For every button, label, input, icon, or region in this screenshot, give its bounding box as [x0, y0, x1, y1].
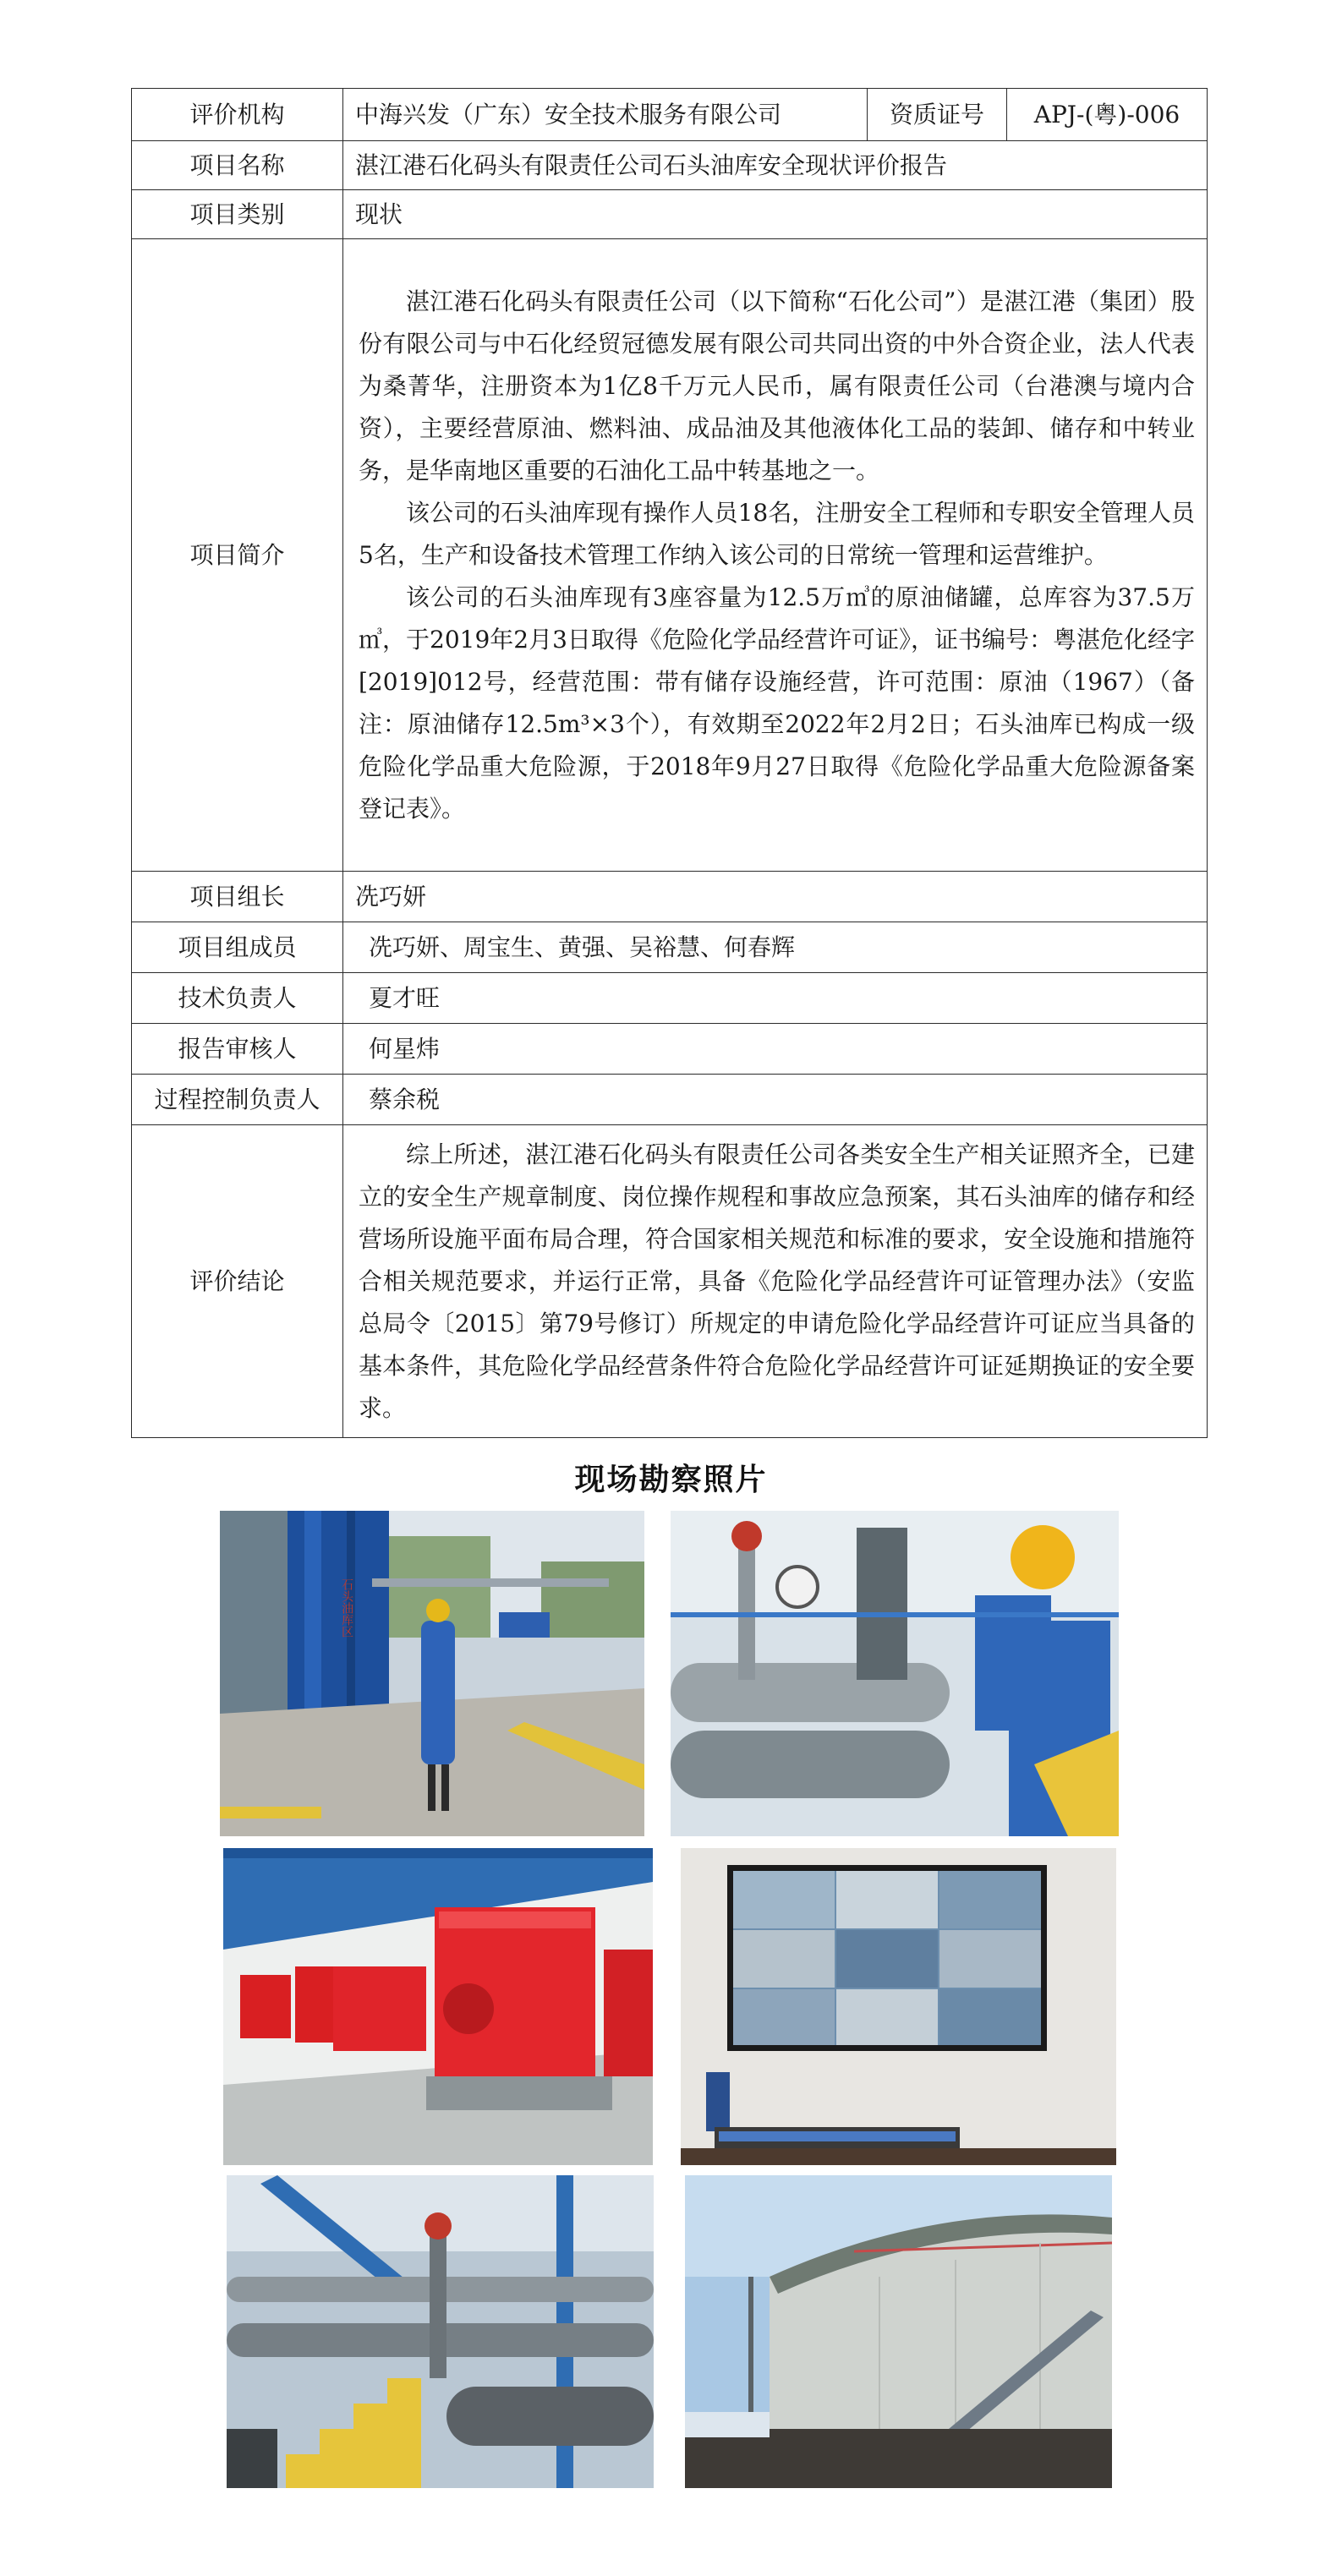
- photo-pipelines: [227, 2175, 654, 2488]
- photo-pump-room: [223, 1848, 653, 2165]
- cert-value: APJ-(粤)-006: [1007, 89, 1208, 141]
- conclusion-text: 综上所述，湛江港石化码头有限责任公司各类安全生产相关证照齐全，已建立的安全生产规章制度、岗位操作规程和事故应急预案，其石头油库的储存和经营场所设施平面布局合理，符合国家相关规范和标准的要求，安全设施和措施符合相关规范要求，并运行正常，具备《危险化学品经营许可证管理办法》（安监总局令〔2015〕第79号修订）所规定的申请危险化学品经营许可证应当具备的基本条件，其危险化学品经营条件符合危险化学品经营许可证延期换证的安全要求。: [359, 1140, 1195, 1422]
- process-value: 蔡余税: [343, 1075, 1208, 1125]
- conclusion-label: 评价结论: [132, 1125, 343, 1438]
- project-name-label: 项目名称: [132, 141, 343, 190]
- intro-cell: [343, 239, 1208, 872]
- photo-monitoring-screen: [681, 1848, 1116, 2165]
- org-label: 评价机构: [132, 89, 343, 141]
- project-type-value: 现状: [343, 190, 1208, 239]
- evaluation-info-table: [131, 88, 1208, 1438]
- photo-storage-tank: [685, 2175, 1112, 2488]
- intro-paragraph-2: 该公司的石头油库现有操作人员18名，注册安全工程师和专职安全管理人员5名，生产和设备技术管理工作纳入该公司的日常统一管理和运营维护。: [359, 498, 1195, 569]
- reviewer-label: 报告审核人: [132, 1024, 343, 1075]
- leader-label: 项目组长: [132, 872, 343, 922]
- tech-value: 夏才旺: [343, 973, 1208, 1024]
- photos-title: 现场勘察照片: [574, 1463, 768, 1497]
- photo-valve-inspection: [671, 1511, 1119, 1836]
- reviewer-value: 何星炜: [343, 1024, 1208, 1075]
- process-label: 过程控制负责人: [132, 1075, 343, 1125]
- photo-site-entrance: [220, 1511, 644, 1836]
- conclusion-cell: [343, 1125, 1208, 1438]
- intro-paragraph-1: 湛江港石化码头有限责任公司（以下简称“石化公司”）是湛江港（集团）股份有限公司与中石化经贸冠德发展有限公司共同出资的中外合资企业，法人代表为桑菁华，注册资本为1亿8千万元人民币，属有限责任公司（台港澳与境内合资），主要经营原油、燃料油、成品油及其他液体化工品的装卸、储存和中转业务，是华南地区重要的石油化工品中转基地之一。: [359, 287, 1195, 484]
- org-value: 中海兴发（广东）安全技术服务有限公司: [343, 89, 868, 141]
- intro-label: 项目简介: [132, 239, 343, 872]
- intro-paragraph-3: 该公司的石头油库现有3座容量为12.5万㎥的原油储罐，总库容为37.5万㎥，于2019年2月3日取得《危险化学品经营许可证》，证书编号：粤湛危化经字[2019]012号，经营范围：带有储存设施经营，许可范围：原油（1967）（备注：原油储存12.5m³×3个），有效期至2022年2月2日；石头油库已构成一级危险化学品重大危险源，于2018年9月27日取得《危险化学品重大危险源备案登记表》。: [359, 582, 1195, 823]
- project-type-label: 项目类别: [132, 190, 343, 239]
- members-label: 项目组成员: [132, 922, 343, 973]
- photo-signage-text: 石头油库区: [340, 1578, 353, 1638]
- cert-label: 资质证号: [868, 89, 1007, 141]
- leader-value: 冼巧妍: [343, 872, 1208, 922]
- members-value: 冼巧妍、周宝生、黄强、吴裕慧、何春辉: [343, 922, 1208, 973]
- tech-label: 技术负责人: [132, 973, 343, 1024]
- project-name-value: 湛江港石化码头有限责任公司石头油库安全现状评价报告: [343, 141, 1208, 190]
